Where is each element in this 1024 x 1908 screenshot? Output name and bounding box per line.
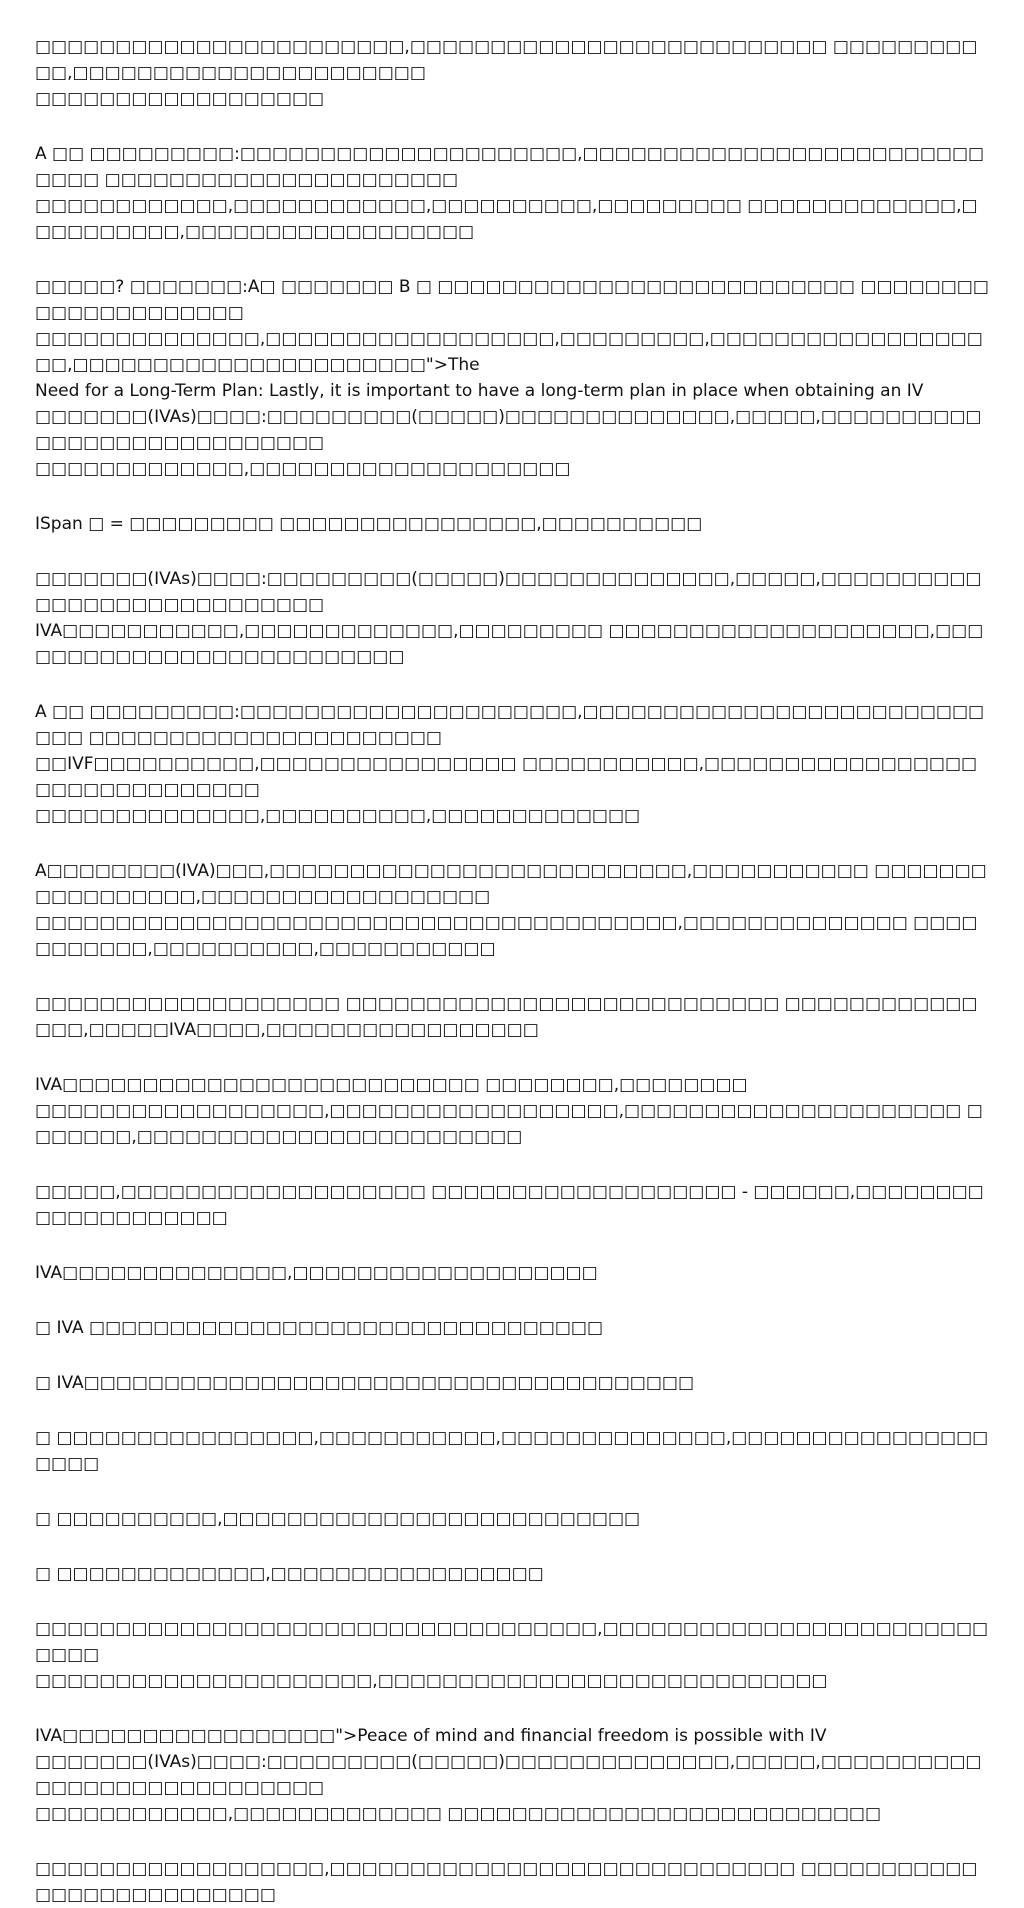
paragraph: □ □□□□□□□□□□□□□□□□,□□□□□□□□□□□,□□□□□□□□□□□□□□,□□□□□□□□□□□□□□□□□□□□ xyxy=(35,1428,989,1474)
paragraph: □ □□□□□□□□□□,□□□□□□□□□□□□□□□□□□□□□□□□□□ xyxy=(35,1509,641,1529)
paragraph: A □□ □□□□□□□□□:□□□□□□□□□□□□□□□□□□□□□,□□□□□□□□□□□□□□□□□□□□□□□□□□□□ □□□□□□□□□□□□□□□□□□□□□□ □□IVF□□□□□□□□□□,□□□□□□□□□□□□□□□□ □□□□□□□□□□□,□□□□□□□□□□□□□□□□□□□□□□□□□□□□□□□ □□□□□□□□□□□□□□,□□□□□□□□□□,□□□□□□□□□□□□□ xyxy=(35,702,985,826)
paragraph: □ □□□□□□□□□□□□□,□□□□□□□□□□□□□□□□□ xyxy=(35,1564,544,1584)
paragraph: ISpan □ = □□□□□□□□□ □□□□□□□□□□□□□□□□,□□□□□□□□□□ xyxy=(35,514,703,534)
paragraph: □□□□□? □□□□□□□:A□ □□□□□□□ B □ □□□□□□□□□□□□□□□□□□□□□□□□□□ □□□□□□□□□□□□□□□□□□□□□ □□□□□□□□□□□□□□,□□□□□□□□□□□□□□□□□□,□□□□□□□□□,□□□□□□□□□□□□□□□□□□□,□□□□□□□□□□□□□□□□□□□□□□">The Need for a Long-Term Plan: Lastly, it is important to have a long-term plan in place when obtaining an IV □□□□□□□(IVAs)□□□□:□□□□□□□□□(□□□□□)□□□□□□□□□□□□□□,□□□□□,□□□□□□□□□□□□□□□□□□□□□□□□□□□□ □□□□□□□□□□□□□,□□□□□□□□□□□□□□□□□□□□ xyxy=(35,277,989,479)
paragraph: □□□□□□□□□□□□□□□□□□,□□□□□□□□□□□□□□□□□□□□□□□□□□□□□ □□□□□□□□□□□□□□□□□□□□□□□□□□ xyxy=(35,1859,978,1905)
paragraph: □□□□□,□□□□□□□□□□□□□□□□□□□ □□□□□□□□□□□□□□□□□□□ - □□□□□□,□□□□□□□□□□□□□□□□□□□□ xyxy=(35,1182,984,1228)
paragraph: A□□□□□□□□(IVA)□□□,□□□□□□□□□□□□□□□□□□□□□□□□□□,□□□□□□□□□□□ □□□□□□□□□□□□□□□□□,□□□□□□□□□□□□□□□□□□ □□□□□□□□□□□□□□□□□□□□□□□□□□□□□□□□□□□□□□□□,□□□□□□□□□□□□□□ □□□□□□□□□□□,□□□□□□□□□□,□□□□□□□□□□□ xyxy=(35,861,987,959)
paragraph: □□□□□□□(IVAs)□□□□:□□□□□□□□□(□□□□□)□□□□□□□□□□□□□□,□□□□□,□□□□□□□□□□□□□□□□□□□□□□□□□□□□ IVA□□□□□□□□□□□,□□□□□□□□□□□□□,□□□□□□□□□ □□□□□□□□□□□□□□□□□□□□,□□□□□□□□□□□□□□□□□□□□□□□□□□ xyxy=(35,569,984,667)
paragraph: IVA□□□□□□□□□□□□□□□□□">Peace of mind and financial freedom is possible with IV □□□□□□□(IVAs)□□□□:□□□□□□□□□(□□□□□)□□□□□□□□□□□□□□,□□□□□,□□□□□□□□□□□□□□□□□□□□□□□□□□□□ □□□□□□□□□□□□,□□□□□□□□□□□□□ □□□□□□□□□□□□□□□□□□□□□□□□□□□ xyxy=(35,1726,982,1824)
paragraph: □□□□□□□□□□□□□□□□□□□□□□□□□□□□□□□□□□□,□□□□□□□□□□□□□□□□□□□□□□□□□□□□ □□□□□□□□□□□□□□□□□□□□□,□□□□□□□□□□□□□□□□□□□□□□□□□□□□ xyxy=(35,1619,989,1691)
paragraph: □ IVA □□□□□□□□□□□□□□□□□□□□□□□□□□□□□□□□ xyxy=(35,1318,604,1338)
paragraph: IVA□□□□□□□□□□□□□□□□□□□□□□□□□□ □□□□□□□□,□□□□□□□□ □□□□□□□□□□□□□□□□□□,□□□□□□□□□□□□□□□□□□,□□□□□□□□□□□□□□□□□□□□□ □□□□□□□,□□□□□□□□□□□□□□□□□□□□□□□□ xyxy=(35,1075,983,1147)
paragraph: IVA□□□□□□□□□□□□□□,□□□□□□□□□□□□□□□□□□□ xyxy=(35,1263,598,1283)
paragraph: □□□□□□□□□□□□□□□□□□□ □□□□□□□□□□□□□□□□□□□□□□□□□□□ □□□□□□□□□□□□□□□,□□□□□IVA□□□□,□□□□□□□□□□□□□□□□□ xyxy=(35,994,978,1040)
document-body xyxy=(35,34,990,1908)
paragraph: □ IVA□□□□□□□□□□□□□□□□□□□□□□□□□□□□□□□□□□□□□□ xyxy=(35,1373,695,1393)
paragraph: □□□□□□□□□□□□□□□□□□□□□□□,□□□□□□□□□□□□□□□□□□□□□□□□□□ □□□□□□□□□□□,□□□□□□□□□□□□□□□□□□□□□□ □□□□□□□□□□□□□□□□□□ xyxy=(35,37,978,109)
paragraph: A □□ □□□□□□□□□:□□□□□□□□□□□□□□□□□□□□□,□□□□□□□□□□□□□□□□□□□□□□□□□□□□□ □□□□□□□□□□□□□□□□□□□□□□ □□□□□□□□□□□□,□□□□□□□□□□□□,□□□□□□□□□□,□□□□□□□□□ □□□□□□□□□□□□□,□□□□□□□□□□,□□□□□□□□□□□□□□□□□□ xyxy=(35,144,985,242)
